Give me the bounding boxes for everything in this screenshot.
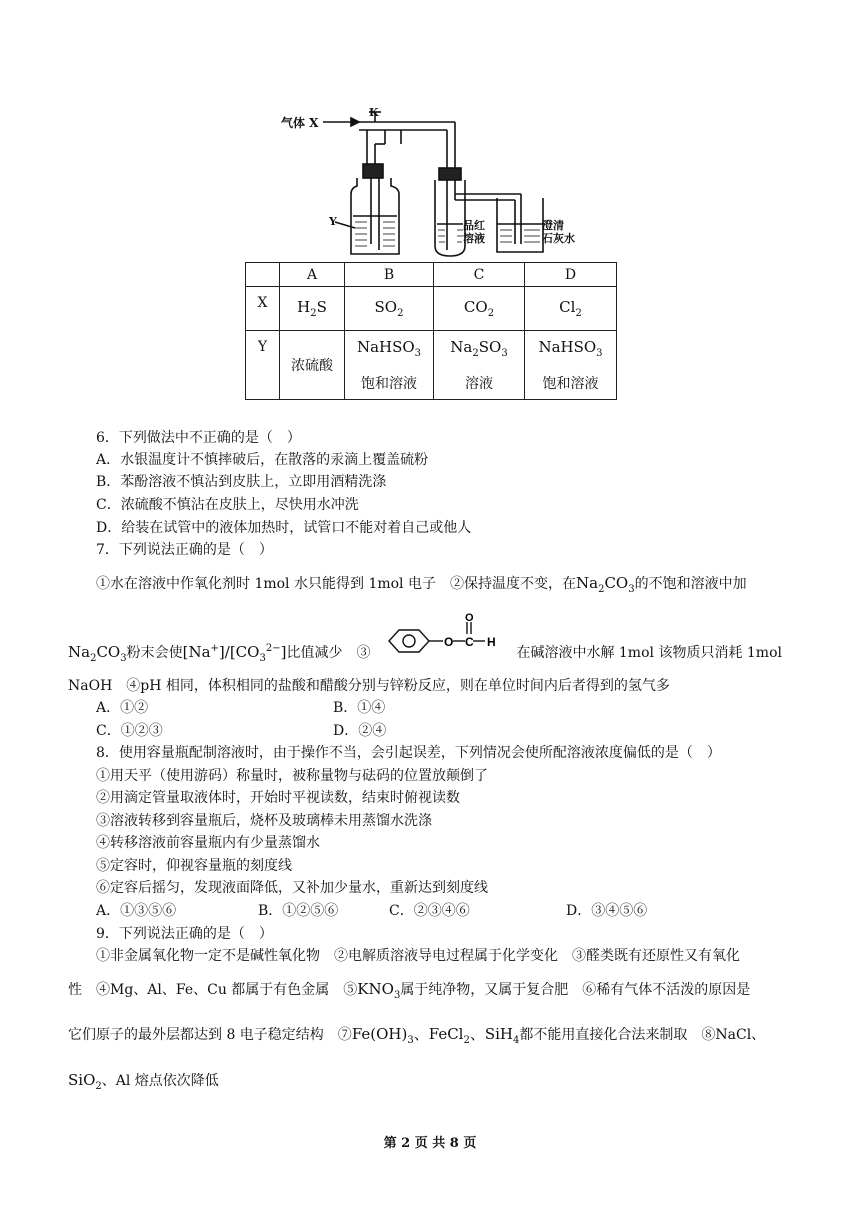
q7-option-d: D．②④: [333, 723, 387, 739]
pinhong-label: 品红 溶液: [463, 219, 485, 245]
q8-item-5: ⑤定容时，仰视容量瓶的刻度线: [96, 858, 292, 874]
table-header-cell: C: [434, 263, 525, 287]
cell-y-a: 浓硫酸: [280, 331, 345, 400]
table-header-cell: B: [345, 263, 434, 287]
svg-text:O: O: [444, 635, 454, 649]
q9-line-2: 性 ④Mg、Al、Fe、Cu 都属于有色金属 $⑤KNO_3$属于纯净物，又属于复合肥 ⑥稀有气体不活泼的原因是: [68, 980, 751, 1001]
cell-x-c: $CO_2$: [434, 287, 525, 331]
q6-option-b: B．苯酚溶液不慎沾到皮肤上，立即用酒精洗涤: [96, 474, 387, 490]
q7-option-c: C．①②③: [96, 723, 163, 739]
table-header-cell: [246, 263, 280, 287]
q7-line-2: $Na_2CO_3$粉末会使$[Na^+]/[CO_3^{2-}]$比值减少 ③ 在碱溶液中水解 1mol 该物质只消耗 1mol: [68, 643, 782, 664]
q6-option-d: D．给装在试管中的液体加热时，试管口不能对着自己或他人: [96, 520, 472, 536]
cell-y-b: NaHSO$_3$ 饱和溶液: [345, 331, 434, 400]
q8-option-c: C．②③④⑥: [389, 903, 470, 919]
q7-line-3: NaOH ④pH 相同，体积相同的盐酸和醋酸分别与锌粉反应，则在单位时间内后者得到的氢气多: [68, 678, 670, 694]
gas-x-label: 气体 X: [281, 116, 319, 130]
cell-y-d: NaHSO$_3$ 饱和溶液: [525, 331, 617, 400]
q9-line-1: ①非金属氧化物一定不是碱性氧化物 ②电解质溶液导电过程属于化学变化 ③醛类既有还原性又有氧化: [96, 948, 740, 964]
q7-line-1: ①水在溶液中作氧化剂时 1mol 水只能得到 1mol 电子 ②保持温度不变，在$Na_2CO_3$的不饱和溶液中加: [96, 574, 747, 595]
q9-stem: 9．下列说法正确的是（ ）: [96, 926, 273, 942]
q7-option-b: B．①④: [333, 700, 386, 716]
q9-line-3: 它们原子的最外层都达到 8 电子稳定结构 $⑦Fe(OH)_3$、FeCl$_2$、SiH$_4$都不能用直接化合法来制取 ⑧NaCl、: [68, 1025, 766, 1046]
svg-text:C: C: [465, 635, 474, 649]
table-row-y: [246, 331, 617, 400]
cell-x-a: $H_2S$: [280, 287, 345, 331]
row-label-y: Y: [246, 331, 280, 400]
q8-stem: 8．使用容量瓶配制溶液时，由于操作不当，会引起误差，下列情况会使所配溶液浓度偏低的是（ ）: [96, 745, 721, 761]
q8-option-a: A．①③⑤⑥: [96, 903, 177, 919]
valve-k-label: K: [369, 106, 379, 119]
row-label-x: X: [246, 287, 280, 331]
q8-option-b: B．①②⑤⑥: [258, 903, 339, 919]
q7-stem: 7．下列说法正确的是（ ）: [96, 542, 273, 558]
cell-y-c: $Na_2SO_3$ 溶液: [434, 331, 525, 400]
q6-option-a: A．水银温度计不慎摔破后，在散落的汞滴上覆盖硫粉: [96, 452, 429, 468]
q8-item-1: ①用天平（使用游码）称量时，被称量物与砝码的位置放颠倒了: [96, 768, 488, 784]
limewater-label: 澄清 石灰水: [542, 219, 575, 245]
cell-x-b: $SO_2$: [345, 287, 434, 331]
table-row-x: [246, 287, 617, 331]
q8-item-2: ②用滴定管量取液体时，开始时平视读数，结束时俯视读数: [96, 790, 460, 806]
phenyl-formate-structure: [381, 612, 509, 658]
table-header-cell: D: [525, 263, 617, 287]
q8-item-4: ④转移溶液前容量瓶内有少量蒸馏水: [96, 835, 320, 851]
q9-line-4: SiO$_2$、Al 熔点依次降低: [68, 1071, 219, 1092]
gas-apparatus-diagram: [275, 104, 575, 260]
svg-text:H: H: [487, 635, 496, 649]
table-header-row: [246, 263, 617, 287]
q7-option-a: A．①②: [96, 700, 149, 716]
q8-item-6: ⑥定容后摇匀，发现液面降低，又补加少量水，重新达到刻度线: [96, 880, 488, 896]
page-footer: 第 2 页 共 8 页: [383, 1136, 477, 1151]
q6-option-c: C．浓硫酸不慎沾在皮肤上，尽快用水冲洗: [96, 497, 359, 513]
cell-x-d: $Cl_2$: [525, 287, 617, 331]
q8-option-d: D．③④⑤⑥: [566, 903, 648, 919]
q8-item-3: ③溶液转移到容量瓶后，烧杯及玻璃棒未用蒸馏水洗涤: [96, 813, 432, 829]
reagent-table: [245, 262, 617, 400]
q6-stem: 6．下列做法中不正确的是（ ）: [96, 430, 301, 446]
table-header-cell: A: [280, 263, 345, 287]
svg-text:O: O: [465, 612, 474, 624]
reagent-y-label: Y: [329, 215, 337, 228]
